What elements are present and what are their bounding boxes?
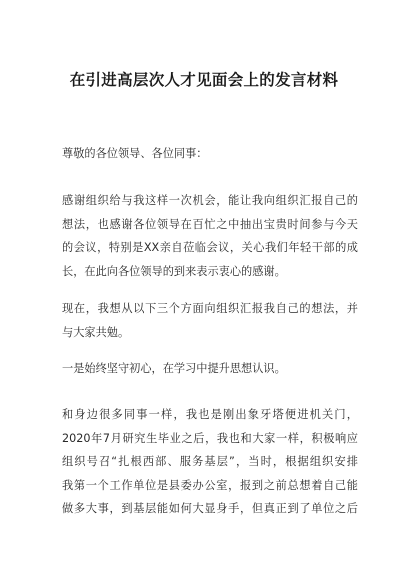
paragraph-line: 与大家共勉。 — [62, 325, 130, 339]
paragraph-line: 2020年7月研究生毕业之后，我也和大家一样，积极响应 — [62, 431, 358, 445]
section-heading-one — [62, 357, 358, 381]
paragraph-line: 感谢组织给与我这样一次机会，能让我向组织汇报自己的 — [62, 194, 358, 207]
paragraph-line: 想法，也感谢各位领导在百忙之中抽出宝贵时间参与今天 — [62, 217, 358, 231]
paragraph-thanks — [62, 189, 358, 283]
document-title: 在引进高层次人才见面会上的发言材料 — [69, 71, 339, 89]
greeting — [62, 142, 358, 166]
paragraph-intro — [62, 297, 358, 344]
paragraph-line: 一是始终坚守初心，在学习中提升思想认识。 — [62, 362, 286, 375]
paragraph-line: 做多大事，到基层能如何大显身手，但真正到了单位之后 — [62, 502, 358, 516]
paragraph-line: 的会议，特别是XX亲自莅临会议，关心我们年轻干部的成 — [62, 241, 358, 255]
paragraph-line: 现在，我想从以下三个方面向组织汇报我自己的想法，并 — [62, 302, 358, 315]
paragraph-line: 组织号召“扎根西部、服务基层”，当时，根据组织安排 — [62, 455, 358, 469]
paragraph-line: 长，在此向各位领导的到来表示衷心的感谢。 — [62, 264, 286, 278]
greeting-line: 尊敬的各位领导、各位同事： — [62, 147, 208, 160]
paragraph-background — [62, 403, 358, 521]
paragraph-line: 我第一个工作单位是县委办公室，报到之前总想着自己能 — [62, 478, 358, 492]
paragraph-line: 和身边很多同事一样，我也是刚出象牙塔便进机关门， — [62, 408, 358, 421]
